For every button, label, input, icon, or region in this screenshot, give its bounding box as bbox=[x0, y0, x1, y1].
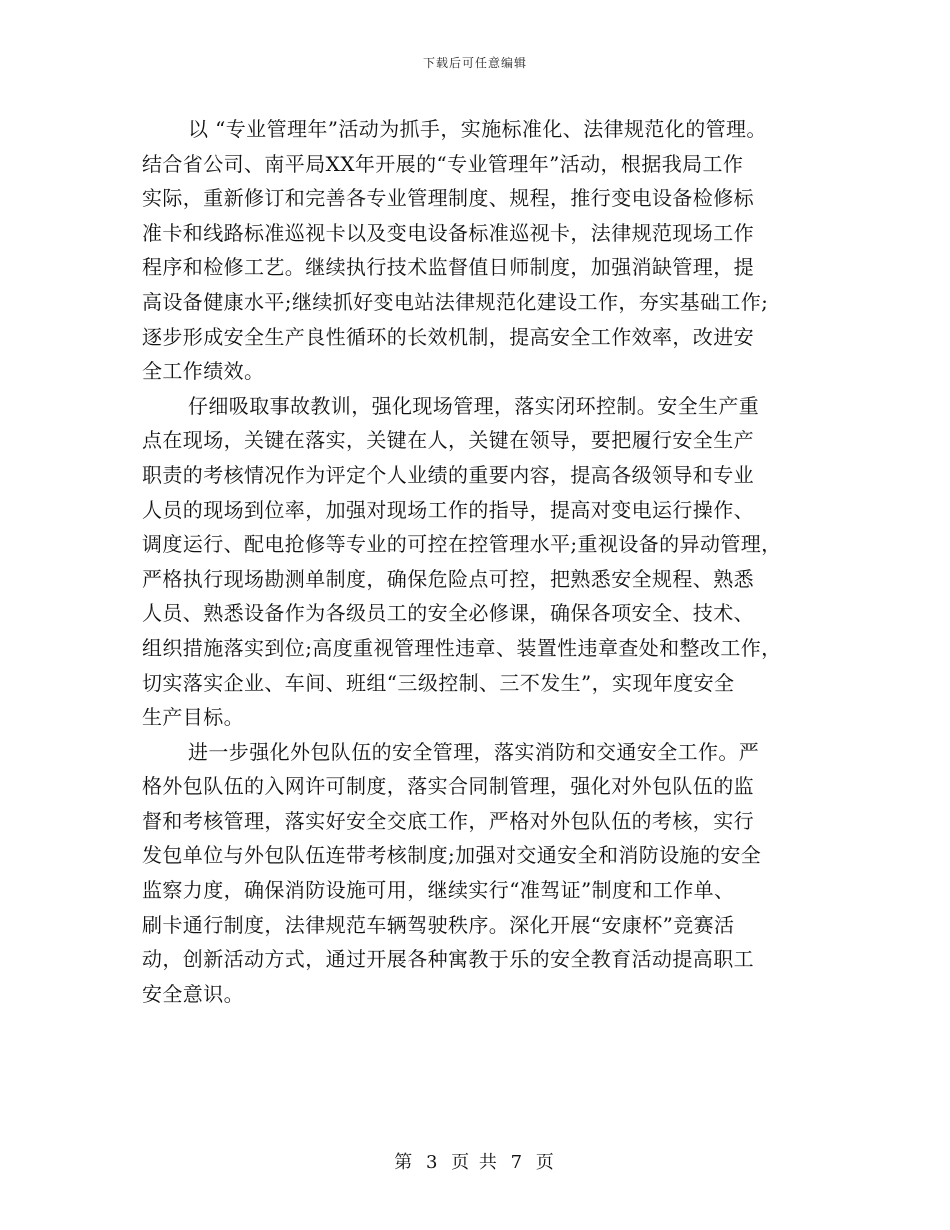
page-footer bbox=[0, 1148, 950, 1174]
paragraph-2 bbox=[142, 389, 822, 735]
header-note: 下载后可任意编辑 bbox=[422, 56, 527, 70]
text-line: 以 “专业管理年”活动为抓手，实施标准化、法律规范化的管理。 bbox=[188, 117, 767, 141]
text-line: 高设备健康水平;继续抓好变电站法律规范化建设工作，夯实基础工作; bbox=[142, 289, 769, 314]
text-line: 生产目标。 bbox=[142, 705, 244, 730]
total-page-count: 7 bbox=[510, 1152, 525, 1173]
page-header bbox=[0, 54, 950, 71]
text-line: 实际，重新修订和完善各专业管理制度、规程，推行变电设备检修标 bbox=[142, 186, 754, 211]
current-page-number: 3 bbox=[425, 1152, 440, 1173]
text-line: 结合省公司、南平局XX年开展的“专业管理年”活动，根据我局工作 bbox=[142, 151, 744, 176]
text-line: 程序和检修工艺。继续执行技术监督值日师制度，加强消缺管理，提 bbox=[142, 255, 754, 280]
text-line: 严格执行现场勘测单制度，确保危险点可控，把熟悉安全规程、熟悉 bbox=[142, 566, 754, 591]
text-line: 组织措施落实到位;高度重视管理性违章、装置性违章查处和整改工作， bbox=[142, 635, 782, 660]
text-line: 调度运行、配电抢修等专业的可控在控管理水平;重视设备的异动管理， bbox=[142, 532, 782, 557]
text-line: 督和考核管理，落实好安全交底工作，严格对外包队伍的考核，实行 bbox=[142, 808, 754, 833]
footer-prefix: 第 bbox=[394, 1152, 415, 1173]
text-line: 进一步强化外包队伍的安全管理，落实消防和交通安全工作。严 bbox=[188, 739, 760, 764]
footer-mid: 页 共 bbox=[451, 1152, 499, 1173]
paragraph-1 bbox=[142, 112, 822, 389]
text-line: 准卡和线路标准巡视卡以及变电设备标准巡视卡，法律规范现场工作 bbox=[142, 220, 754, 245]
text-line: 点在现场，关键在落实，关键在人，关键在领导，要把履行安全生产 bbox=[142, 428, 754, 453]
text-line: 监察力度，确保消防设施可用，继续实行“准驾证”制度和工作单、 bbox=[142, 878, 735, 903]
text-line: 切实落实企业、车间、班组“三级控制、三不发生”，实现年度安全 bbox=[142, 670, 735, 695]
text-line: 仔细吸取事故教训，强化现场管理，落实闭环控制。安全生产重 bbox=[188, 393, 760, 418]
text-line: 发包单位与外包队伍连带考核制度;加强对交通安全和消防设施的安全 bbox=[142, 843, 762, 868]
paragraph-3 bbox=[142, 735, 822, 1012]
text-line: 格外包队伍的入网许可制度，落实合同制管理，强化对外包队伍的监 bbox=[142, 774, 754, 799]
text-line: 人员的现场到位率，加强对现场工作的指导，提高对变电运行操作、 bbox=[142, 497, 754, 522]
footer-suffix: 页 bbox=[535, 1152, 556, 1173]
text-line: 全工作绩效。 bbox=[142, 359, 265, 384]
text-line: 逐步形成安全生产良性循环的长效机制，提高安全工作效率，改进安 bbox=[142, 324, 754, 349]
text-line: 刷卡通行制度，法律规范车辆驾驶秩序。深化开展“安康杯”竞赛活 bbox=[142, 912, 735, 937]
text-line: 职责的考核情况作为评定个人业绩的重要内容，提高各级领导和专业 bbox=[142, 462, 754, 487]
document-body bbox=[142, 112, 822, 1011]
text-line: 安全意识。 bbox=[142, 981, 244, 1006]
text-line: 动，创新活动方式，通过开展各种寓教于乐的安全教育活动提高职工 bbox=[142, 947, 754, 972]
text-line: 人员、熟悉设备作为各级员工的安全必修课，确保各项安全、技术、 bbox=[142, 601, 754, 626]
